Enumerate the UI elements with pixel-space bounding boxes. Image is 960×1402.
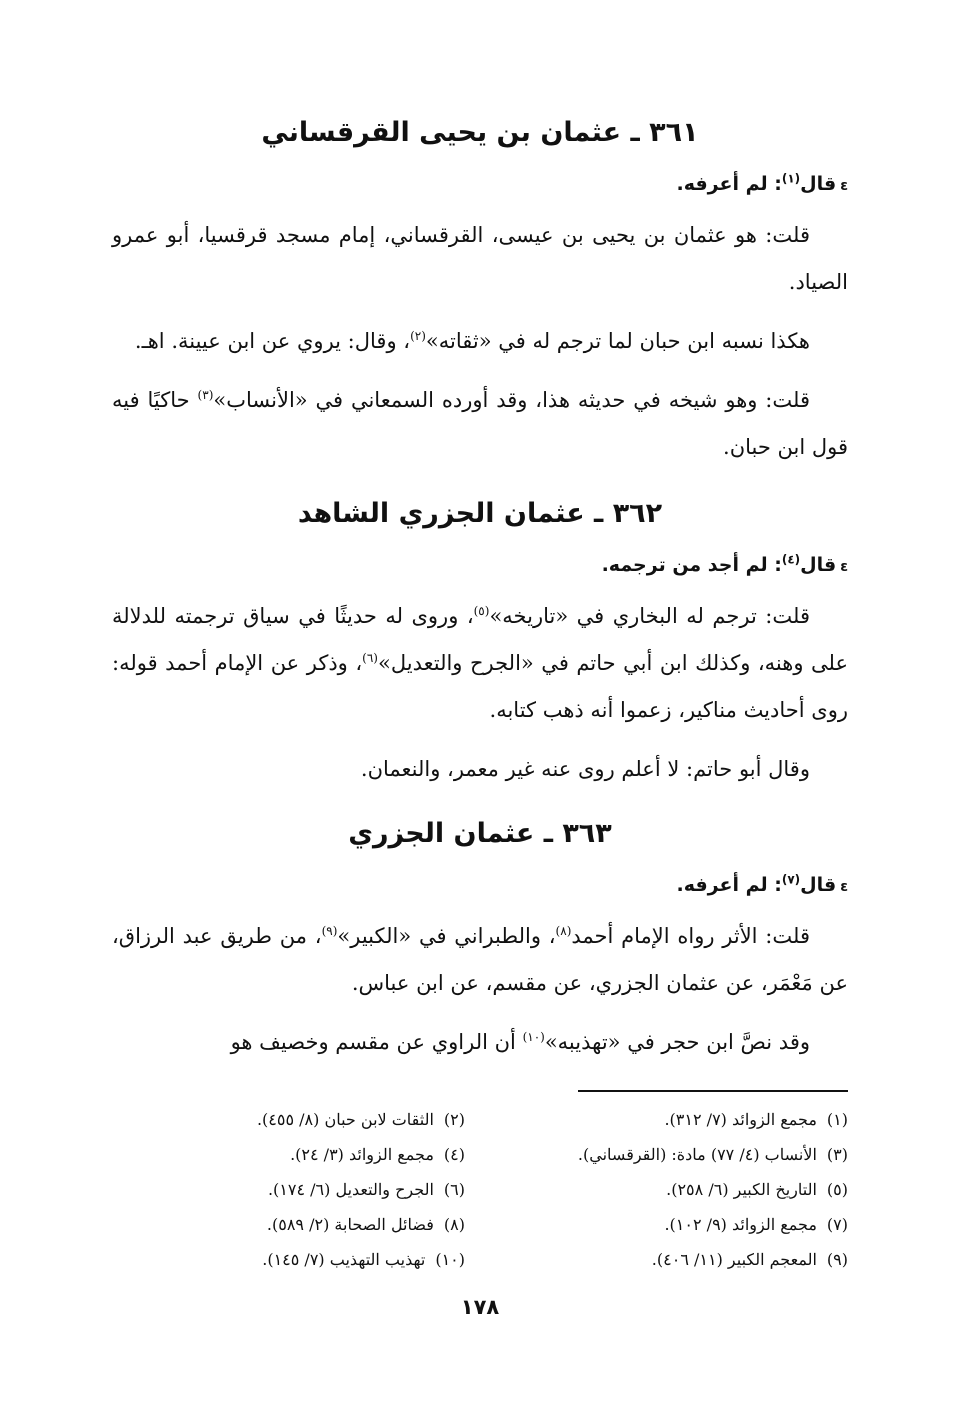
footnote-7 bbox=[495, 1207, 848, 1242]
paragraph bbox=[112, 746, 848, 793]
qala-text: : لم أعرفه. bbox=[676, 173, 782, 195]
footnote-8 bbox=[112, 1207, 465, 1242]
qala-prefix: قال bbox=[800, 173, 837, 195]
footnote-ref-6: (٦) bbox=[362, 651, 378, 665]
footnote-text: مجمع الزوائد (٩/ ١٠٢). bbox=[664, 1215, 817, 1234]
footnote-number: (٩) bbox=[826, 1250, 848, 1269]
page-number: ١٧٨ bbox=[460, 1295, 500, 1319]
footnote-4 bbox=[112, 1137, 465, 1172]
footnote-number: (٣) bbox=[826, 1145, 848, 1164]
paragraph-text: حاكيًا فيه قول ابن حبان. bbox=[112, 388, 848, 459]
footnote-number: (٥) bbox=[826, 1180, 848, 1199]
paragraph-text: ، وقال: يروي عن ابن عيينة. اهـ. bbox=[134, 329, 411, 353]
footnote-ref-9: (٩) bbox=[321, 924, 338, 938]
footnote-ref-7: (٧) bbox=[781, 872, 801, 887]
paragraph-text: ، وذكر عن الإمام أحمد قوله: روى أحاديث مناكير، زعموا أنه ذهب كتابه. bbox=[112, 651, 848, 722]
paragraph-text: وقال أبو حاتم: لا أعلم روى عنه غير معمر، والنعمان. bbox=[360, 757, 810, 781]
footnote-text: الثقات لابن حبان (٨/ ٤٥٥). bbox=[256, 1110, 434, 1129]
footnote-ref-2: (٢) bbox=[410, 329, 426, 343]
paragraph bbox=[112, 212, 848, 306]
footnote-number: (٤) bbox=[443, 1145, 465, 1164]
paragraph bbox=[112, 377, 848, 471]
footnote-text: المعجم الكبير (١١/ ٤٠٦). bbox=[651, 1250, 817, 1269]
footnote-number: (١) bbox=[826, 1110, 848, 1129]
footnote-2 bbox=[112, 1102, 465, 1137]
footnote-text: مجمع الزوائد (٣/ ٢٤). bbox=[290, 1145, 434, 1164]
bullet-marker: ε bbox=[840, 178, 848, 194]
footnote-text: الجرح والتعديل (٦/ ١٧٤). bbox=[267, 1180, 434, 1199]
footnote-text: الأنساب (٤/ ٧٧) مادة: (القرقساني). bbox=[577, 1145, 817, 1164]
paragraph-text: قلت: وهو شيخه في حديثه هذا، وقد أورده السمعاني في «الأنساب» bbox=[213, 388, 810, 412]
footnote-text: مجمع الزوائد (٧/ ٣١٢). bbox=[664, 1110, 817, 1129]
paragraph-text: ، والطبراني في «الكبير» bbox=[337, 924, 556, 948]
footnote-number: (٨) bbox=[443, 1215, 465, 1234]
entry-title-361: ٣٦١ ـ عثمان بن يحيى القرقساني bbox=[261, 117, 699, 148]
paragraph-text: أن الراوي عن مقسم وخصيف هو bbox=[230, 1030, 523, 1054]
qala-prefix: قال bbox=[800, 554, 837, 576]
paragraph-text: ، وروى له حديثًا في سياق ترجمته للدلالة على وهنه، وكذلك ابن أبي حاتم في «الجرح والتعديل» bbox=[112, 604, 848, 675]
paragraph-text: قلت: ترجم له البخاري في «تاريخه» bbox=[489, 604, 810, 628]
footnote-ref-10: (١٠) bbox=[522, 1030, 545, 1044]
footnote-1 bbox=[495, 1102, 848, 1137]
qala-line-362 bbox=[112, 543, 848, 589]
footnote-text: تهذيب التهذيب (٧/ ١٤٥). bbox=[262, 1250, 426, 1269]
entry-title-362: ٣٦٢ ـ عثمان الجزري الشاهد bbox=[297, 498, 663, 529]
paragraph-text: ، من طريق عبد الرزاق، عن مَعْمَر، عن عثمان الجزري، عن مقسم، عن ابن عباس. bbox=[112, 924, 848, 995]
footnote-10 bbox=[112, 1242, 465, 1277]
qala-text: : لم أجد من ترجمه. bbox=[601, 554, 782, 576]
footnote-number: (٧) bbox=[826, 1215, 848, 1234]
footnote-text: فضائل الصحابة (٢/ ٥٨٩). bbox=[266, 1215, 434, 1234]
footnote-number: (١٠) bbox=[435, 1250, 465, 1269]
qala-prefix: قال bbox=[800, 874, 837, 896]
bullet-marker: ε bbox=[840, 559, 848, 575]
footnotes bbox=[112, 1102, 848, 1277]
footnote-ref-3: (٣) bbox=[197, 388, 214, 402]
footnote-6 bbox=[112, 1172, 465, 1207]
bullet-marker: ε bbox=[840, 879, 848, 895]
footnote-3 bbox=[495, 1137, 848, 1172]
footnote-ref-4: (٤) bbox=[781, 552, 801, 567]
footnote-divider bbox=[578, 1090, 848, 1092]
paragraph-text: قلت: الأثر رواه الإمام أحمد bbox=[571, 924, 810, 948]
footnote-number: (٢) bbox=[443, 1110, 465, 1129]
footnote-9 bbox=[495, 1242, 848, 1277]
paragraph bbox=[112, 593, 848, 734]
footnote-number: (٦) bbox=[443, 1180, 465, 1199]
footnote-text: التاريخ الكبير (٦/ ٢٥٨). bbox=[666, 1180, 817, 1199]
paragraph-text: هكذا نسبه ابن حبان لما ترجم له في «ثقاته» bbox=[425, 329, 810, 353]
paragraph-text: قلت: هو عثمان بن يحيى بن عيسى، القرقساني، إمام مسجد قرقسيا، أبو عمرو الصياد. bbox=[112, 223, 848, 294]
footnote-ref-5: (٥) bbox=[473, 604, 490, 618]
paragraph-text: وقد نصَّ ابن حجر في «تهذيبه» bbox=[544, 1030, 810, 1054]
qala-line-361 bbox=[112, 162, 848, 208]
footnote-5 bbox=[495, 1172, 848, 1207]
qala-text: : لم أعرفه. bbox=[676, 874, 782, 896]
footnote-ref-8: (٨) bbox=[555, 924, 572, 938]
qala-line-363 bbox=[112, 863, 848, 909]
paragraph bbox=[112, 1019, 848, 1066]
entry-title-363: ٣٦٣ ـ عثمان الجزري bbox=[348, 818, 612, 849]
paragraph bbox=[112, 913, 848, 1007]
footnote-ref-1: (١) bbox=[781, 171, 801, 186]
paragraph bbox=[112, 318, 848, 365]
